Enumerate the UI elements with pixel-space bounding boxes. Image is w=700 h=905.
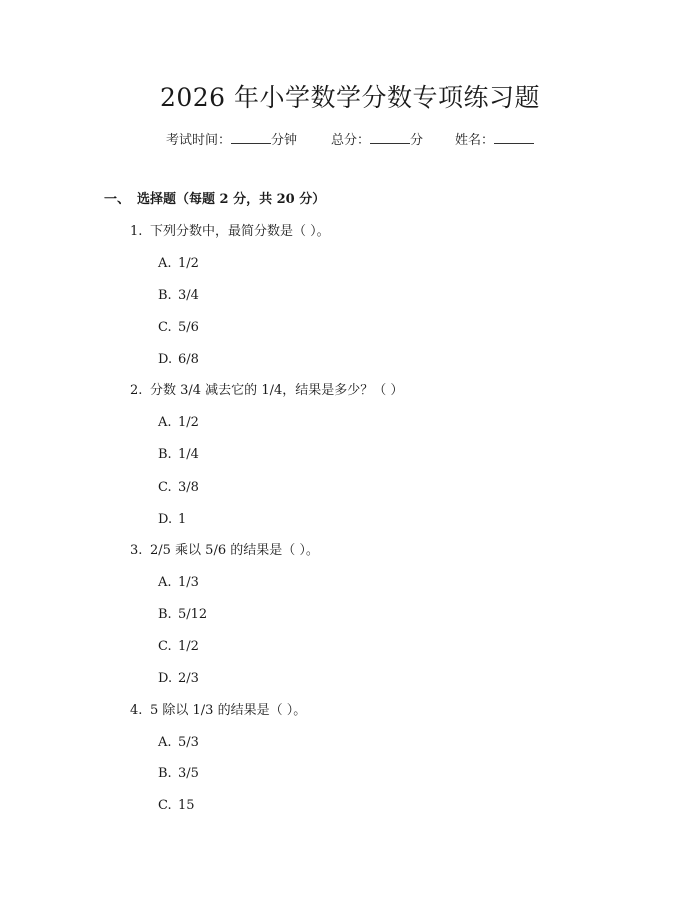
question-number: 3.	[130, 543, 143, 558]
question-text: 2/5 乘以 5/6 的结果是（ ）。	[150, 543, 319, 558]
option-letter: A.	[158, 256, 172, 271]
question-text: 下列分数中，最简分数是（ ）。	[150, 224, 330, 239]
option-text: 5/3	[178, 735, 199, 750]
option-letter: A.	[158, 735, 172, 750]
section-heading-multiple-choice	[104, 190, 325, 210]
option-letter: D.	[158, 671, 173, 686]
option-text: 5/12	[178, 607, 208, 622]
option-text: 6/8	[178, 352, 199, 367]
total-score	[331, 131, 423, 151]
option-letter: B.	[158, 766, 172, 781]
student-name	[455, 131, 534, 151]
option-text: 1/2	[178, 415, 199, 430]
exam-time	[166, 131, 297, 151]
total-score-unit: 分	[410, 133, 424, 148]
option-letter: C.	[158, 480, 172, 495]
option-letter: C.	[158, 639, 172, 654]
question-number: 1.	[130, 224, 143, 239]
question-2-option-a[interactable]	[158, 413, 199, 433]
question-3-option-c[interactable]	[158, 637, 199, 657]
question-1-option-b[interactable]	[158, 286, 199, 306]
question-number: 2.	[130, 383, 143, 398]
question-text: 分数 3/4 减去它的 1/4，结果是多少？（ ）	[150, 383, 404, 398]
total-score-label: 总分：	[331, 133, 371, 148]
section-title: 选择题（每题 2 分，共 20 分）	[137, 192, 326, 207]
exam-time-unit: 分钟	[271, 133, 298, 148]
option-text: 1	[178, 512, 187, 527]
option-letter: A.	[158, 575, 172, 590]
exam-time-label: 考试时间：	[166, 133, 232, 148]
option-text: 3/8	[178, 480, 199, 495]
option-letter: A.	[158, 415, 172, 430]
question-4-option-b[interactable]	[158, 764, 199, 784]
question-2-option-b[interactable]	[158, 445, 199, 465]
option-text: 1/3	[178, 575, 199, 590]
option-text: 1/2	[178, 256, 199, 271]
option-text: 2/3	[178, 671, 199, 686]
option-text: 1/2	[178, 639, 199, 654]
question-2	[130, 381, 403, 401]
question-3-option-d[interactable]	[158, 669, 199, 689]
option-letter: B.	[158, 288, 172, 303]
question-1-option-c[interactable]	[158, 318, 199, 338]
question-4-option-c[interactable]	[158, 796, 195, 816]
question-2-option-c[interactable]	[158, 478, 199, 498]
option-text: 1/4	[178, 447, 199, 462]
option-letter: B.	[158, 447, 172, 462]
option-text: 5/6	[178, 320, 199, 335]
option-letter: D.	[158, 512, 173, 527]
total-score-blank[interactable]	[370, 131, 410, 144]
question-text: 5 除以 1/3 的结果是（ ）。	[150, 703, 307, 718]
section-number: 一、	[104, 192, 131, 207]
page-title: 2026 年小学数学分数专项练习题	[159, 83, 541, 112]
question-1-option-d[interactable]	[158, 350, 199, 370]
option-letter: B.	[158, 607, 172, 622]
question-3-option-b[interactable]	[158, 605, 207, 625]
option-text: 15	[178, 798, 195, 813]
question-3-option-a[interactable]	[158, 573, 199, 593]
option-letter: C.	[158, 798, 172, 813]
option-letter: C.	[158, 320, 172, 335]
option-text: 3/4	[178, 288, 199, 303]
question-4	[130, 701, 306, 721]
question-1	[130, 222, 330, 242]
question-3	[130, 541, 319, 561]
exam-time-blank[interactable]	[231, 131, 271, 144]
student-name-label: 姓名：	[455, 133, 495, 148]
option-letter: D.	[158, 352, 173, 367]
question-number: 4.	[130, 703, 143, 718]
question-2-option-d[interactable]	[158, 510, 186, 530]
question-1-option-a[interactable]	[158, 254, 199, 274]
option-text: 3/5	[178, 766, 199, 781]
student-name-blank[interactable]	[494, 131, 534, 144]
question-4-option-a[interactable]	[158, 733, 199, 753]
